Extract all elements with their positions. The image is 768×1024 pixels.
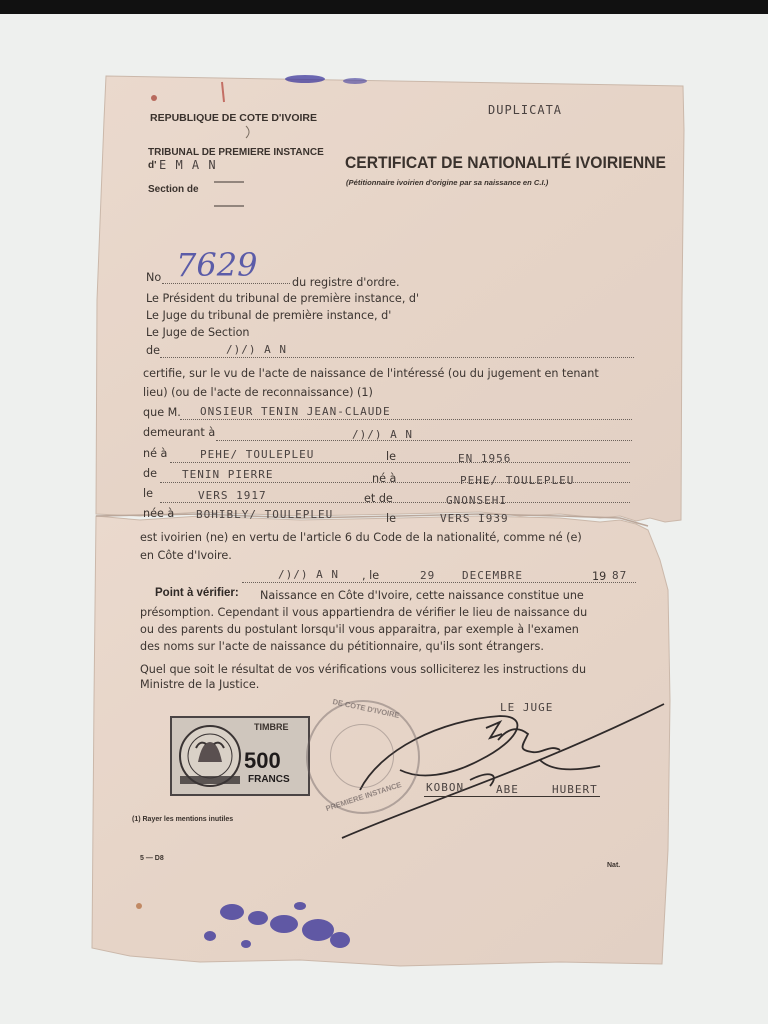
signature-name-3: HUBERT <box>552 783 598 796</box>
form-code: 5 — D8 <box>140 855 164 862</box>
de2-label: de <box>143 467 157 480</box>
note-line-2: présomption. Cependant il vous appartiendra de vérifier le lieu de naissance du <box>140 606 588 619</box>
juge-section-line: Le Juge de Section <box>146 326 250 339</box>
ivoirien-line-1: est ivoirien (ne) en vertu de l'article 6 du Code de la nationalité, comme né (e) <box>140 531 582 544</box>
seal-top-text: DE COTE D'IVOIRE <box>331 697 401 720</box>
certifie-line-2: lieu) (ou de l'acte de reconnaissance) (1) <box>143 386 373 399</box>
demeurant-dots <box>216 440 632 441</box>
le4-label: , le <box>362 569 380 582</box>
issue-day: 29 <box>420 569 436 582</box>
ink-stain-top <box>285 75 325 83</box>
issue-year-prefix: 19 <box>592 570 607 583</box>
seal-bottom-text: PREMIERE INSTANCE <box>324 780 403 813</box>
mother-birthplace: BOHIBLY/ TOULEPLEU <box>196 508 334 521</box>
president-line: Le Président du tribunal de première instance, d' <box>146 292 420 305</box>
tribunal-place-prefix: d' <box>148 160 157 171</box>
section-label: Section de <box>148 184 199 195</box>
fiscal-stamp <box>170 716 310 796</box>
birthdate-value: EN 1956 <box>458 452 512 465</box>
ne-a-label: né à <box>143 447 168 460</box>
court-seal <box>306 697 420 814</box>
republic-label: REPUBLIQUE DE COTE D'IVOIRE <box>150 112 318 124</box>
nee-a-label: née à <box>143 507 175 520</box>
registre-label: du registre d'ordre. <box>292 276 400 289</box>
signature-name-1: KOBON <box>426 781 465 794</box>
registry-number: 7629 <box>176 246 258 284</box>
residence-value: /)/) A N <box>352 428 413 441</box>
father-name: TENIN PIERRE <box>182 468 274 481</box>
de-value: /)/) A N <box>226 343 287 356</box>
duplicata-label: DUPLICATA <box>488 103 563 117</box>
signature-underline <box>424 796 600 797</box>
certificate-title: CERTIFICAT DE NATIONALITÉ IVOIRIENNE <box>345 153 666 172</box>
footnote: (1) Rayer les mentions inutiles <box>132 816 234 823</box>
note-line-3: ou des parents du postulant lorsqu'il vous apparaitra, par exemple à l'examen <box>140 623 579 636</box>
le2-label: le <box>143 487 153 500</box>
de-label: de <box>146 344 160 357</box>
note-line-6: Ministre de la Justice. <box>140 678 260 691</box>
footer-ref: Nat. <box>607 862 621 869</box>
birthplace-value: PEHE/ TOULEPLEU <box>200 448 315 461</box>
issue-month: DECEMBRE <box>462 569 523 582</box>
juge-line: Le Juge du tribunal de première instance, d' <box>146 309 392 322</box>
certifie-line-1: certifie, sur le vu de l'acte de naissance de l'intéressé (ou du jugement en tenant <box>143 367 599 380</box>
de-dots <box>160 357 634 358</box>
note-line-5: Quel que soit le résultat de vos vérifications vous solliciterez les instructions du <box>140 663 587 676</box>
que-label: que M. <box>143 406 181 419</box>
stamp-unit: FRANCS <box>248 774 290 785</box>
date-dots <box>242 582 636 583</box>
signature-name-2: ABE <box>496 783 519 796</box>
father-date-dots <box>160 502 630 503</box>
issue-place: /)/) A N <box>278 568 339 581</box>
ne-a-dots <box>170 462 630 463</box>
ink-stain-top-2 <box>343 78 367 84</box>
note-line-1: Naissance en Côte d'Ivoire, cette naissance constitue une <box>260 589 584 602</box>
le-label: le <box>386 450 396 463</box>
holder-name: ONSIEUR TENIN JEAN-CLAUDE <box>200 405 391 418</box>
stamp-top-text: TIMBRE <box>254 722 289 732</box>
tribunal-label: TRIBUNAL DE PREMIERE INSTANCE <box>148 147 324 158</box>
stamp-value: 500 <box>244 748 281 773</box>
demeurant-label: demeurant à <box>143 426 216 439</box>
ne-a2-label: né à <box>372 472 397 485</box>
signature-role: LE JUGE <box>500 701 554 714</box>
father-birthplace: PEHE/ TOULEPLEU <box>460 474 575 487</box>
et-de-label: et de <box>364 492 393 505</box>
mother-name: GNONSEHI <box>446 494 507 507</box>
father-birthdate: VERS 1917 <box>198 489 267 502</box>
issue-year: 87 <box>612 569 628 582</box>
que-dots <box>180 419 632 420</box>
certificate-subtitle: (Pétitionnaire ivoirien d'origine par sa naissance en C.I.) <box>346 178 549 187</box>
tribunal-place: E M A N <box>159 158 217 172</box>
le3-label: le <box>386 512 396 525</box>
ivoirien-line-2: en Côte d'Ivoire. <box>140 549 232 562</box>
note-heading: Point à vérifier: <box>155 587 239 599</box>
note-line-4: des noms sur l'acte de naissance du pétitionnaire, qu'ils sont étrangers. <box>140 640 544 653</box>
mother-birthdate: VERS I939 <box>440 512 509 525</box>
no-label: No <box>146 271 162 284</box>
